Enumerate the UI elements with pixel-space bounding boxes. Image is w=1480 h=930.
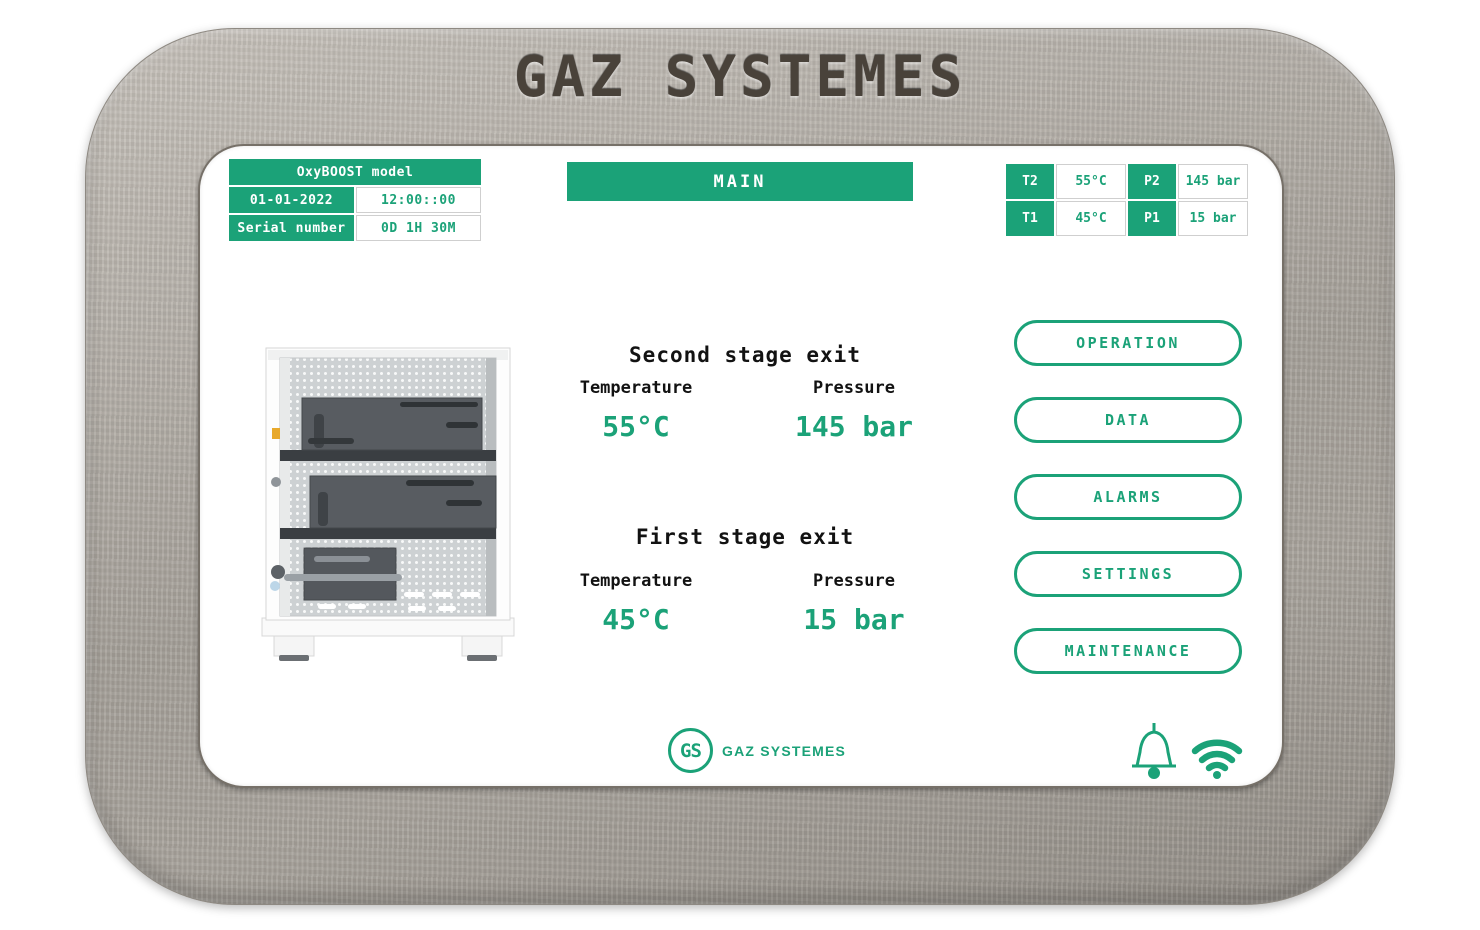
first-stage-section bbox=[550, 524, 940, 637]
first-stage-pressure-label: Pressure bbox=[813, 571, 895, 591]
model-name: OxyBOOST model bbox=[229, 159, 481, 185]
compressor-cabinet-image bbox=[252, 342, 524, 664]
first-stage-title: First stage exit bbox=[635, 525, 855, 549]
sensor-p2-label: P2 bbox=[1128, 164, 1176, 199]
machine-illustration bbox=[252, 342, 524, 664]
logo-brand-text: GAZ SYSTEMES bbox=[722, 742, 847, 759]
second-stage-pressure-label: Pressure bbox=[813, 378, 895, 398]
sensor-t2-label: T2 bbox=[1006, 164, 1054, 199]
second-stage-temperature-value: 55°C bbox=[602, 410, 670, 443]
sensor-p2-value: 145 bar bbox=[1178, 164, 1248, 199]
gaz-systemes-logo bbox=[668, 728, 846, 773]
wifi-icon bbox=[1191, 734, 1243, 780]
uptime-value: 0D 1H 30M bbox=[356, 215, 481, 241]
bezel-brand-text: GAZ SYSTEMES bbox=[513, 45, 967, 110]
sensor-readout-table bbox=[1006, 164, 1246, 236]
operation-button[interactable]: OPERATION bbox=[1014, 320, 1242, 366]
settings-button[interactable]: SETTINGS bbox=[1014, 551, 1242, 597]
second-stage-pressure-value: 145 bar bbox=[794, 410, 913, 443]
alarms-button[interactable]: ALARMS bbox=[1014, 474, 1242, 520]
bell-icon[interactable] bbox=[1128, 720, 1180, 780]
sensor-t2-value: 55°C bbox=[1056, 164, 1126, 199]
sensor-t1-label: T1 bbox=[1006, 201, 1054, 236]
metal-bezel bbox=[85, 28, 1395, 905]
first-stage-temperature-label: Temperature bbox=[579, 571, 693, 591]
sensor-p1-value: 15 bar bbox=[1178, 201, 1248, 236]
second-stage-section bbox=[550, 342, 940, 444]
second-stage-title: Second stage exit bbox=[629, 343, 861, 367]
data-button[interactable]: DATA bbox=[1014, 397, 1242, 443]
sensor-p1-label: P1 bbox=[1128, 201, 1176, 236]
date-value: 01-01-2022 bbox=[229, 187, 354, 213]
maintenance-button[interactable]: MAINTENANCE bbox=[1014, 628, 1242, 674]
sensor-t1-value: 45°C bbox=[1056, 201, 1126, 236]
device-info-table bbox=[229, 159, 481, 241]
second-stage-temperature-label: Temperature bbox=[579, 378, 693, 398]
serial-number-label: Serial number bbox=[229, 215, 354, 241]
logo-gs-icon: GS bbox=[668, 728, 713, 773]
main-menu bbox=[1014, 320, 1242, 674]
first-stage-temperature-value: 45°C bbox=[602, 603, 670, 636]
first-stage-pressure-value: 15 bar bbox=[803, 603, 905, 636]
time-value: 12:00::00 bbox=[356, 187, 481, 213]
touchscreen bbox=[198, 144, 1284, 788]
page-title: MAIN bbox=[567, 162, 913, 201]
status-icon-area bbox=[1128, 720, 1243, 780]
